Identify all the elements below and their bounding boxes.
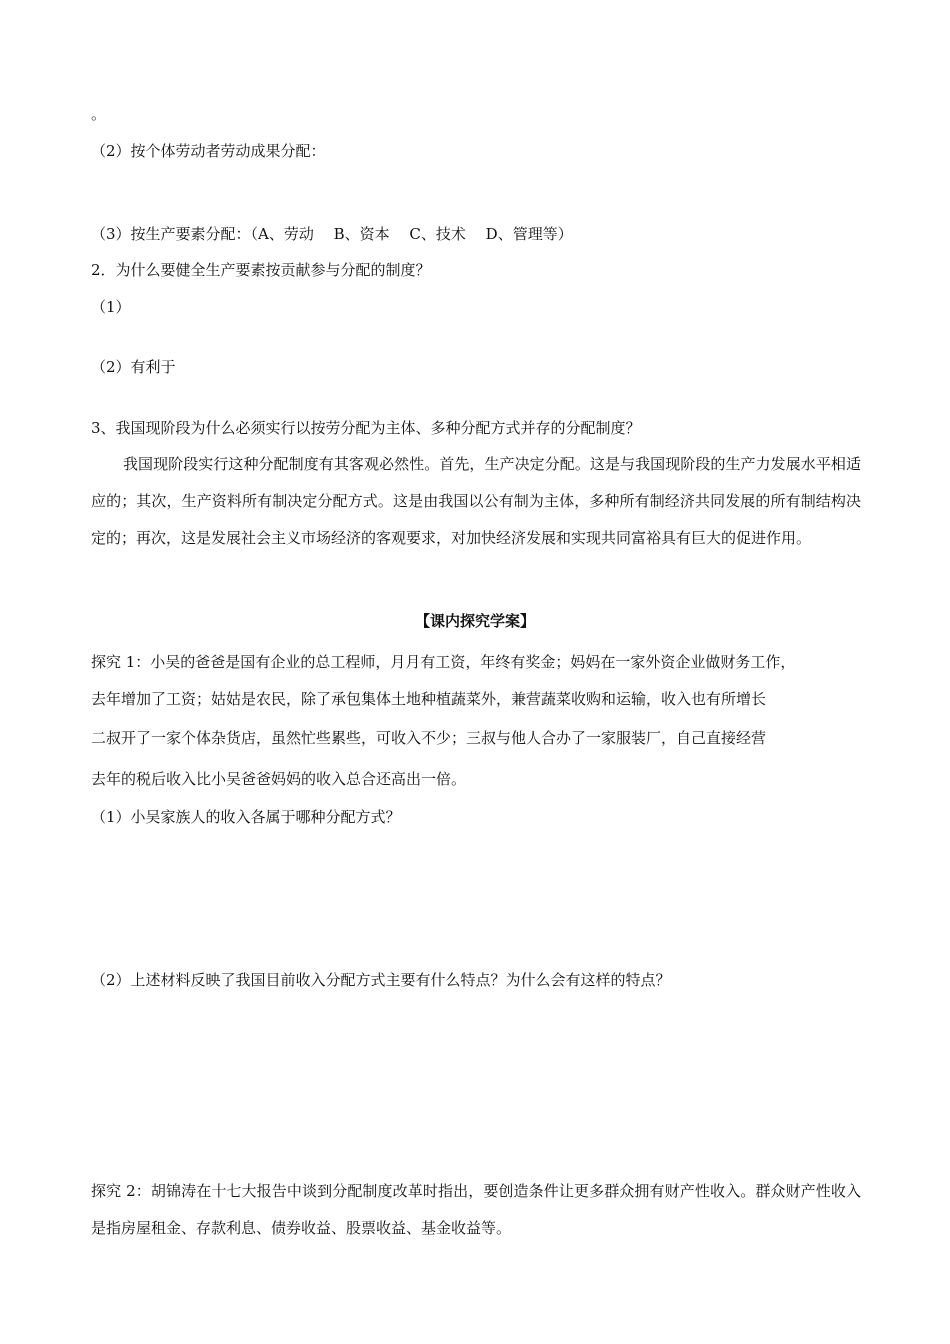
question-3-title: 3、我国现阶段为什么必须实行以按劳分配为主体、多种分配方式并存的分配制度？ [91, 419, 641, 437]
inquiry-1-question-2: （2）上述材料反映了我国目前收入分配方式主要有什么特点？为什么会有这样的特点？ [91, 971, 671, 989]
inquiry-1-line-4: 去年的税后收入比小吴爸爸妈妈的收入总合还高出一倍。 [91, 770, 467, 788]
item-3-production-factors: （3）按生产要素分配：（A、劳动 B、资本 C、技术 D、管理等） [91, 225, 573, 243]
question-2-sub-1: （1） [91, 298, 131, 316]
inquiry-2-text: 探究 2：胡锦涛在十七大报告中谈到分配制度改革时指出，要创造条件让更多群众拥有财产性收入。群众财产性收入是指房屋租金、存款利息、债券收益、股票收益、基金收益等。 [91, 1182, 861, 1237]
inquiry-1-line-3: 二叔开了一家个体杂货店，虽然忙些累些，可收入不少；三叔与他人合办了一家服装厂，自己直接经营 [91, 729, 767, 747]
inquiry-1-question-1: （1）小吴家族人的收入各属于哪种分配方式？ [91, 808, 401, 826]
inquiry-1-line-2: 去年增加了工资；姑姑是农民，除了承包集体土地种植蔬菜外，兼营蔬菜收购和运输，收入也有所增长 [91, 690, 767, 708]
item-2-individual-labor: （2）按个体劳动者劳动成果分配： [91, 142, 326, 160]
question-2-title: 2．为什么要健全生产要素按贡献参与分配的制度？ [91, 261, 431, 279]
inquiry-1-line-1: 探究 1：小吴的爸爸是国有企业的总工程师，月月有工资，年终有奖金；妈妈在一家外资企业做财务工作， [91, 653, 796, 671]
leading-period: 。 [91, 105, 107, 123]
question-3-answer: 我国现阶段实行这种分配制度有其客观必然性。首先，生产决定分配。这是与我国现阶段的生产力发展水平相适应的；其次，生产资料所有制决定分配方式。这是由我国以公有制为主体，多种所有制经济共同发展的所有制结构决定的；再次，这是发展社会主义市场经济的客观要求，对加快经济发展和实现共同富裕具有巨大的促进作用。 [91, 455, 861, 547]
section-heading: 【课内探究学案】 [414, 612, 535, 630]
question-2-sub-2: （2）有利于 [91, 358, 176, 376]
